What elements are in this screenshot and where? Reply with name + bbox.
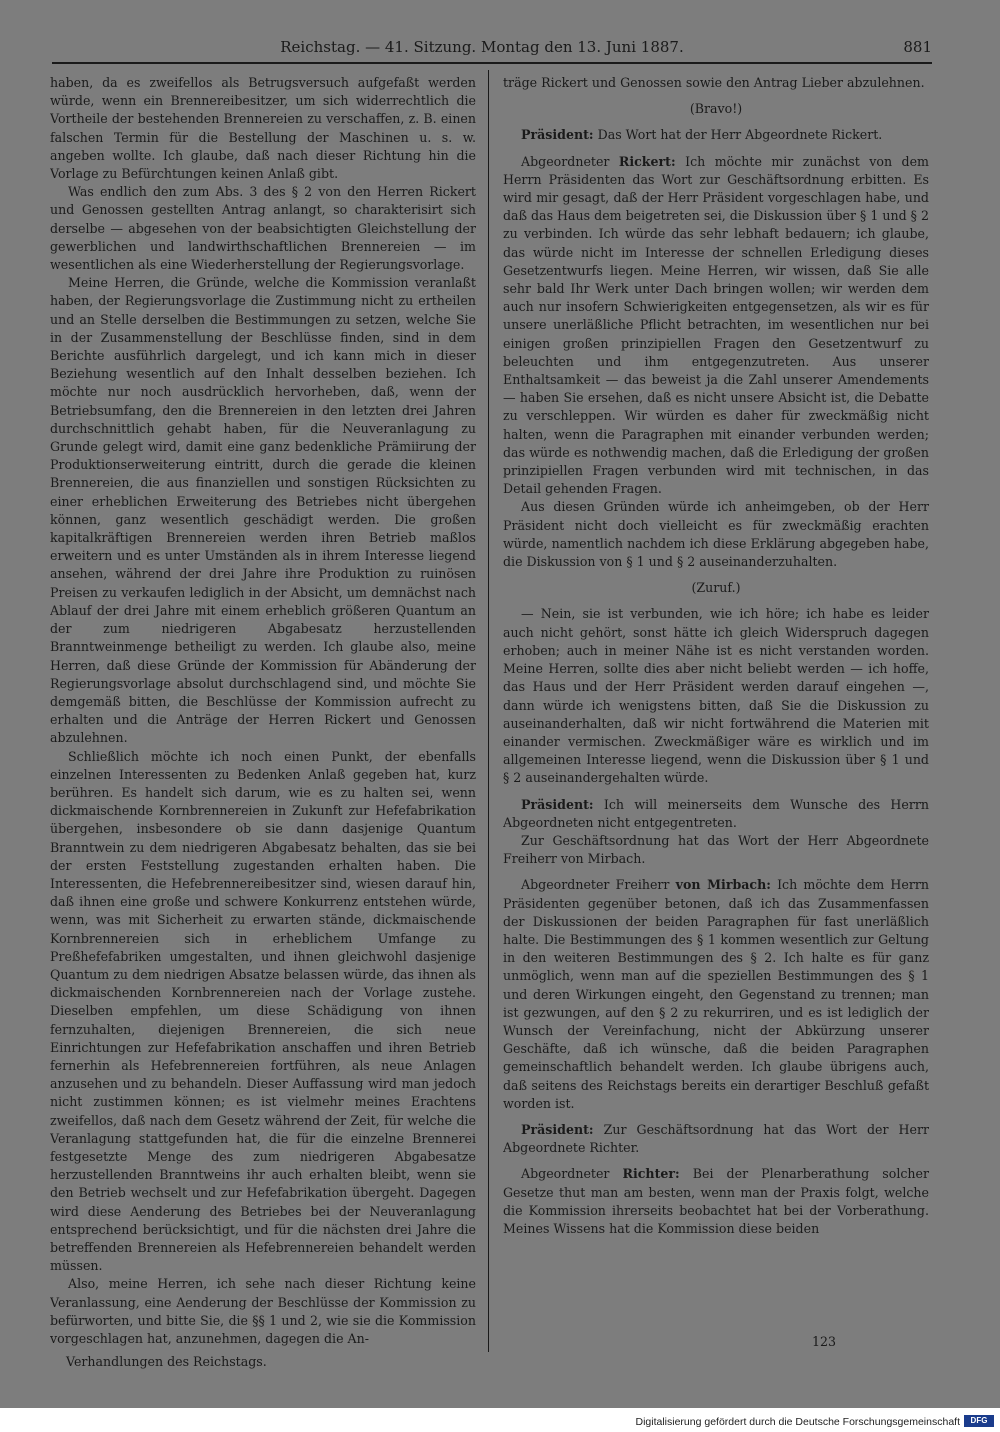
running-header (52, 38, 932, 60)
speech-text: Das Wort hat der Herr Abgeordnete Rickert. (597, 127, 883, 143)
digitization-credit (0, 1410, 1000, 1432)
speaker-prefix: Abgeordneter Freiherr (521, 877, 670, 893)
speech-text: Ich möchte mir zunächst von dem Herrn Präsidenten das Wort zur Geschäftsordnung erbitten. Es wird mir gesagt, daß der Herr Präsident vorgeschlagen habe, und daß das Haus dem beigetreten sei, die Diskussion über § 1 und § 2 zu verbinden. Ich würde das sehr lebhaft bedauern; ich glaube, das würde nicht im Interesse der schnellen Erledigung dieses Gesetzentwurfs liegen. Meine Herren, wir wissen, daß Sie alle sehr bald Ihr Werk unter Dach bringen wollen; wir werden dem auch nur insofern Schwierigkeiten entgegensetzen, als wir es für unsere unerläßliche Pflicht betrachten, im wesentlichen nur bei einigen großen prinzipiellen Fragen den Gesetzentwurf zu beleuchten und ihm entgegenzutreten. Aus unserer Enthaltsamkeit — das beweist ja die Zahl unserer Amendements — haben Sie ersehen, daß es nicht unsere Absicht ist, die Debatte zu verschleppen. Wir würden es daher für zweckmäßig nicht halten, wenn die Paragraphen mit einander verbunden werden; das würde es nothwendig machen, daß die Erledigung der großen prinzipiellen Fragen verbunden wird mit technischen, in das Detail gehenden Fragen. (503, 153, 929, 497)
speaker-name: Präsident: (521, 127, 594, 143)
speech-president (503, 796, 929, 832)
left-column (50, 74, 476, 1352)
speaker-name: Rickert: (618, 153, 676, 169)
paragraph: Aus diesen Gründen würde ich anheimgeben, ob der Herr Präsident nicht doch vielleicht es für zweckmäßig erachten würde, namentlich nachdem ich diese Erklärung abgegeben habe, die Diskussion von § 1 und § 2 auseinanderzuhalten. (503, 499, 929, 570)
paragraph: haben, da es zweifellos als Betrugsversuch aufgefaßt werden würde, wenn ein Brennereibesitzer, um sich widerrechtlich die Vortheile der bestehenden Brennereien zu verschaffen, z. B. einen falschen Termin für die Bestellung der Maschinen u. s. w. angeben wollte. Ich glaube, daß nach dieser Richtung hin die Vorlage zu Befürchtungen keinen Anlaß gibt. (50, 75, 476, 182)
footer-signature-number: 123 (812, 1334, 837, 1349)
header-rule (52, 62, 932, 64)
credit-text: Digitalisierung gefördert durch die Deutsche Forschungsgemeinschaft (635, 1416, 960, 1428)
right-column (503, 74, 929, 1334)
column-divider (488, 70, 489, 1352)
interjection-bravo: (Bravo!) (689, 101, 743, 117)
paragraph: Zur Geschäftsordnung hat das Wort der Herr Abgeordnete Freiherr von Mirbach. (503, 832, 929, 867)
speech-text: Ich möchte dem Herrn Präsidenten gegenüber betonen, daß ich das Zusammenfassen der Diskussionen der beiden Paragraphen für fast unerläßlich halte. Die Bestimmungen des § 1 kommen wesentlich zur Geltung in den weiteren Bestimmungen des § 2. Ich halte es für ganz unmöglich, wenn man auf die speziellen Bestimmungen des § 1 und deren Wirkungen eingeht, den Gegenstand zu trennen; man ist gezwungen, auf den § 2 zu rekurriren, und es ist lediglich der Wunsch der Vereinfachung, nicht der Abkürzung unserer Geschäfte, daß ich wünsche, daß die beiden Paragraphen gemeinschaftlich behandelt werden. Ich glaube übrigens auch, daß seitens des Reichstags bereits ein derartiger Beschluß gefaßt worden ist. (503, 877, 929, 1111)
speech-mirbach (503, 876, 929, 1113)
speech-richter (503, 1165, 929, 1238)
paragraph: Was endlich den zum Abs. 3 des § 2 von den Herren Rickert und Genossen gestellten Antrag anlangt, so charakterisirt sich derselbe — abgesehen von der beabsichtigten Gleichstellung der gewerblichen und landwirthschaftlichen Brennereien — im wesentlichen als eine Wiederherstellung der Regierungsvorlage. (50, 184, 476, 273)
paragraph: — Nein, sie ist verbunden, wie ich höre; ich habe es leider auch nicht gehört, sonst hätte ich gleich Widerspruch dagegen erhoben; auch in meiner Nähe ist es nicht verstanden worden. Meine Herren, sollte dies aber nicht beliebt werden — ich hoffe, das Haus und der Herr Präsident werden darauf eingehen —, dann würde ich wenigstens bitten, daß Sie die Diskussion zu auseinanderhalten, daß wir nicht fortwährend die Materien mit einander vermischen. Zweckmäßiger wäre es wirklich und im allgemeinen Interesse liegend, wenn die Diskussion über § 1 und § 2 auseinandergehalten würde. (503, 606, 929, 786)
header-title: Reichstag. — 41. Sitzung. Montag den 13. Juni 1887. (280, 38, 684, 56)
speech-rickert (503, 153, 929, 499)
speech-president (503, 1121, 929, 1157)
speaker-name: Richter: (622, 1166, 680, 1182)
dfg-logo: DFG (964, 1415, 994, 1427)
speech-text: Bei der Plenarberathung solcher Gesetze thut man am besten, wenn man der Praxis folgt, welche die Kommission ihrerseits beobachtet hat bei der Vorberathung. Meines Wissens hat die Kommission diese beiden (503, 1166, 929, 1236)
footer-publication: Verhandlungen des Reichstags. (66, 1354, 267, 1369)
speaker-name: Präsident: (521, 1121, 594, 1137)
speech-text: Zur Geschäftsordnung hat das Wort der Herr Abgeordnete Richter. (503, 1121, 929, 1156)
paragraph: Also, meine Herren, ich sehe nach dieser Richtung keine Veranlassung, eine Aenderung der Beschlüsse der Kommission zu befürworten, und bitte Sie, die §§ 1 und 2, wie sie die Kommission vorgeschlagen hat, anzunehmen, dagegen die An- (50, 1276, 476, 1347)
speaker-prefix: Abgeordneter (521, 1166, 610, 1182)
paragraph: Schließlich möchte ich noch einen Punkt, der ebenfalls einzelnen Interessenten zu Bedenken Anlaß gegeben hat, kurz berühren. Es handelt sich darum, wie es zu halten sei, wenn dickmaischende Kornbrennereien in Zukunft zur Hefefabrikation übergehen, insbesondere ob sie dann dasjenige Quantum Branntwein zu dem niedrigeren Abgabesatz behalten, das sie bei der ersten Feststellung zugestanden erhalten haben. Die Interessenten, die Hefebrennereibesitzer sind, wiesen darauf hin, daß ihnen eine große und schwere Konkurrenz entstehen würde, wenn, was mit Sicherheit zu erwarten stände, dickmaischende Kornbrennereien sich in erheblichem Umfange zu Preßhefefabriken umgestalten, und ihnen gleichwohl dasjenige Quantum zu dem niedrigen Absatze belassen würde, das ihnen als dickmaischenden Kornbrennereien nach der Vorlage zustehe. Dieselben empfehlen, um diese Schädigung von ihnen fernzuhalten, diejenigen Brennereien, die sich neue Einrichtungen zur Hefefabrikation anschaffen und ihren Betrieb fernerhin als Hefebrennereien fortführen, als neue Anlagen anzusehen und zu behandeln. Dieser Auffassung wird man jedoch nicht zustimmen können; es ist vielmehr meines Erachtens zweifellos, daß nach dem Gesetz während der Zeit, für welche die Veranlagung stattgefunden hat, die für die einzelne Brennerei festgesetzte Menge des zum niedrigeren Abgabesatze herzustellenden Branntweins ihr auch erhalten bleibt, wenn sie den Betrieb wechselt und zur Hefefabrikation übergeht. Dagegen wird diese Aenderung des Betriebes bei der Neuveranlagung entsprechend berücksichtigt, und für die nächsten drei Jahre die betreffenden Brennereien als Hefebrennereien behandelt werden müssen. (50, 748, 476, 1274)
page-number: 881 (903, 38, 932, 56)
speech-president (503, 126, 929, 144)
speaker-name: Präsident: (521, 796, 594, 812)
speaker-prefix: Abgeordneter (521, 153, 610, 169)
paragraph: Meine Herren, die Gründe, welche die Kommission veranlaßt haben, der Regierungsvorlage die Zustimmung nicht zu ertheilen und an Stelle derselben die Bestimmungen zu setzen, welche Sie in der Zusammenstellung der Beschlüsse finden, sind in dem Berichte ausführlich dargelegt, und ich kann mich in dieser Beziehung wesentlich auf den Inhalt desselben beziehen. Ich möchte nur noch ausdrücklich hervorheben, daß, wenn der Betriebsumfang, den die Brennereien in den letzten drei Jahren durchschnittlich gehabt haben, für die Neuveranlagung zu Grunde gelegt wird, damit eine ganz bedenkliche Prämiirung der Produktionserweiterung eintritt, durch die gerade die kleinen Brennereien, die aus finanziellen und sonstigen Rücksichten zu einer erheblichen Erweiterung des Betriebes nicht übergehen können, ganz wesentlich geschädigt werden. Die großen kapitalkräftigen Brennereien werden ihren Betrieb maßlos erweitern und es unter Umständen als in ihrem Interesse liegend ansehen, während der drei Jahre ihre Produktion zu ruinösen Preisen zu verkaufen lediglich in der Absicht, um demnächst nach Ablauf der drei Jahre mit einem erheblich größeren Quantum an der zum niedrigeren Abgabesatz herzustellenden Branntweinmenge betheiligt zu werden. Ich glaube also, meine Herren, daß diese Gründe der Kommission für Abänderung der Regierungsvorlage absolut durchschlagend sind, und möchte Sie demgemäß bitten, die Beschlüsse der Kommission aufrecht zu erhalten und die Anträge der Herren Rickert und Genossen abzulehnen. (50, 275, 476, 746)
speaker-name: von Mirbach: (675, 877, 771, 893)
interjection-zuruf: (Zuruf.) (691, 580, 741, 596)
speech-text: Ich will meinerseits dem Wunsche des Herrn Abgeordneten nicht entgegentreten. (503, 796, 929, 830)
paragraph: träge Rickert und Genossen sowie den Antrag Lieber abzulehnen. (503, 75, 925, 90)
